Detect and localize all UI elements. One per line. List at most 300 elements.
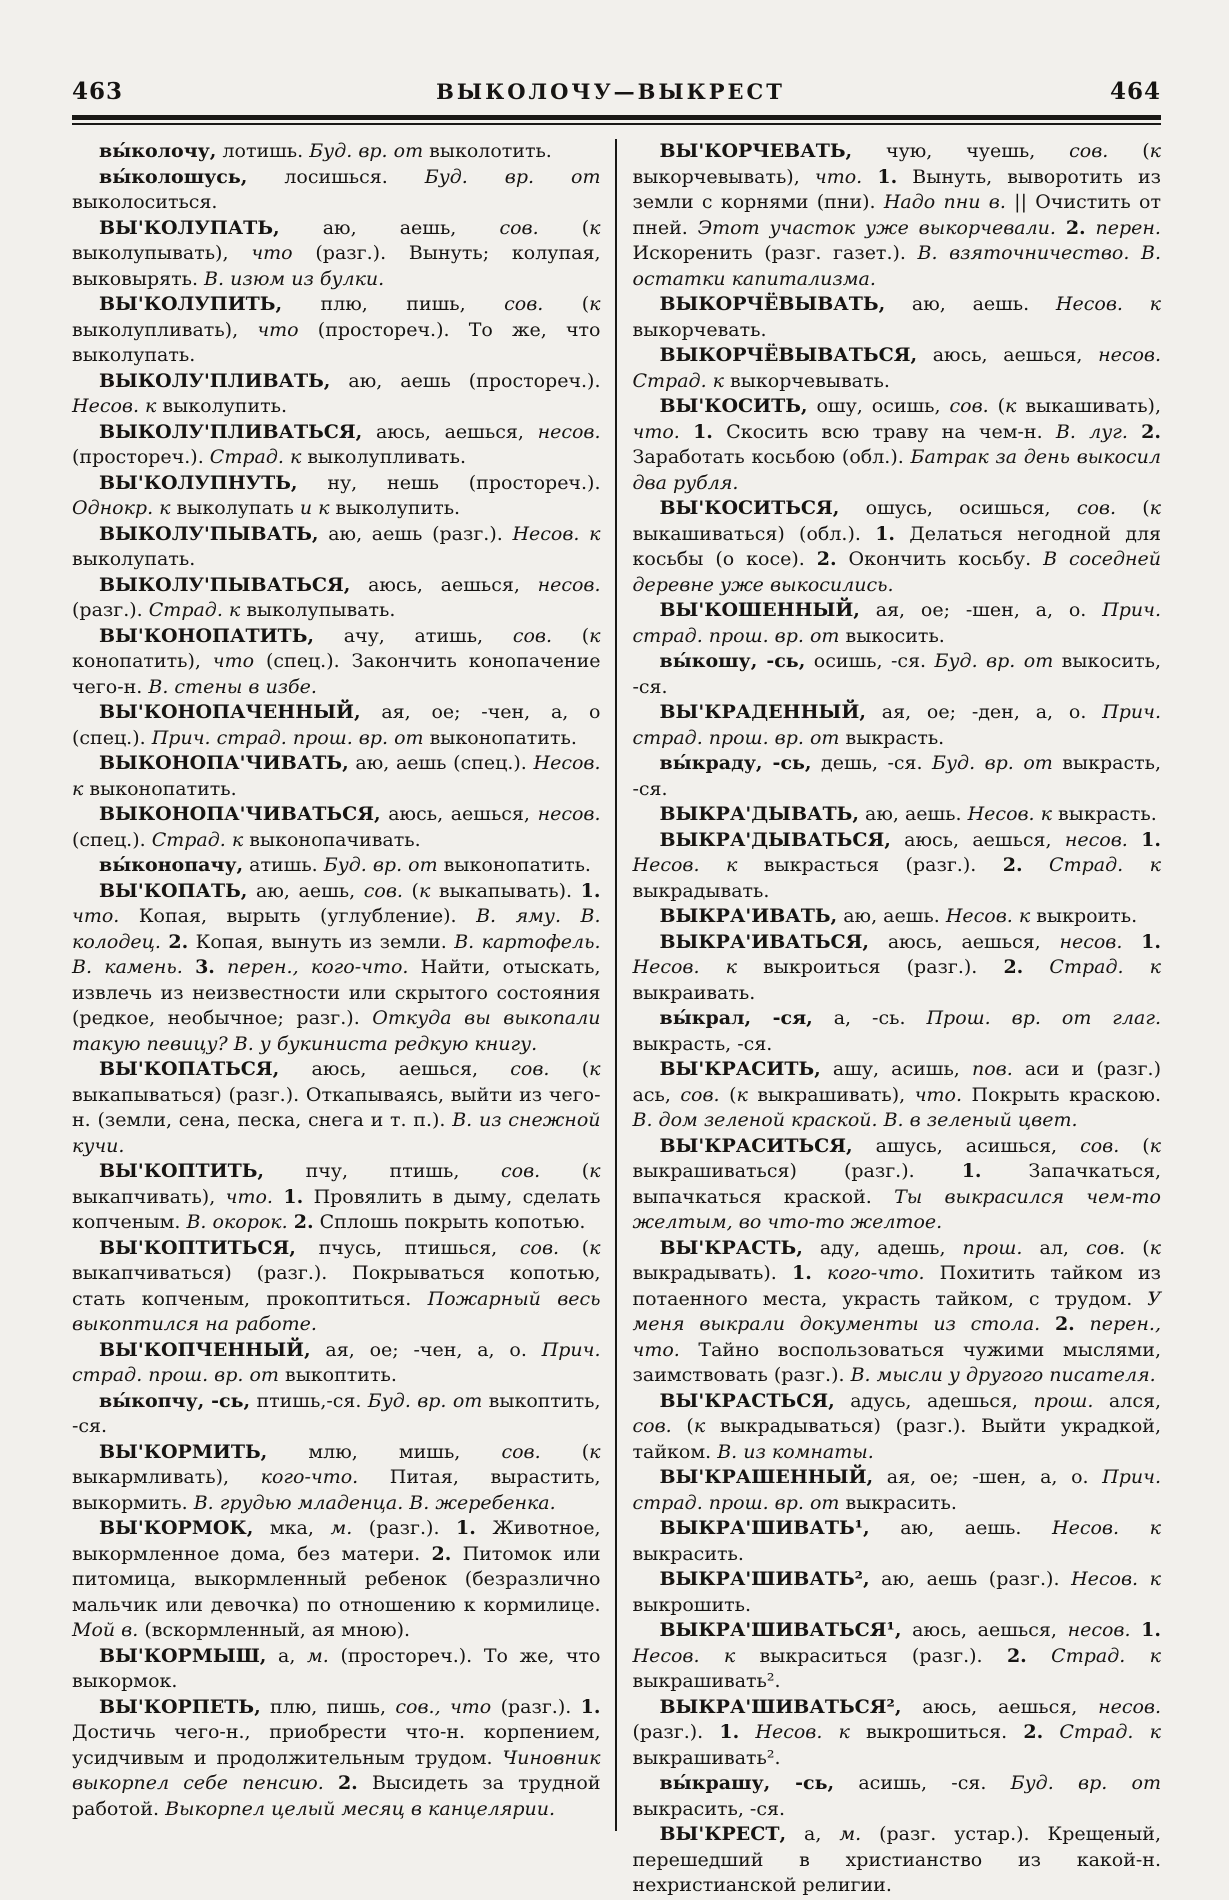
entry-text: выкрасть, -ся.	[632, 752, 1161, 800]
entry-text: Животное, выкормленное дома, без матери.	[72, 1517, 601, 1565]
entry-bold-text: ВЫКОЛУ'ПЫВАТЬ,	[99, 522, 319, 545]
dictionary-entry	[72, 420, 601, 471]
entry-bold-text: ВЫКРА'ШИВАТЬСЯ²,	[659, 1695, 902, 1718]
entry-bold-text: 2.	[816, 548, 837, 570]
entry-text	[1131, 1619, 1142, 1641]
entry-text: (	[1116, 497, 1150, 519]
dictionary-entry	[633, 930, 1162, 1007]
dictionary-entry	[72, 1057, 601, 1159]
entry-text: выкашивать),	[1016, 395, 1162, 417]
entry-italic-text: Несов. к	[72, 752, 601, 800]
entry-text: ошусь, осишься,	[839, 497, 1077, 519]
entry-bold-text: 1.	[1141, 1619, 1161, 1641]
entry-text: (	[559, 1236, 590, 1259]
entry-italic-text: Несов. к	[72, 395, 157, 417]
entry-italic-text: В. мысли у другого писателя.	[850, 1364, 1156, 1386]
dictionary-entry	[72, 751, 601, 802]
entry-italic-text: Несов. к	[1052, 1517, 1161, 1539]
dictionary-entry	[633, 1006, 1162, 1057]
entry-italic-text: сов.	[501, 1440, 541, 1463]
entry-bold-text: 2.	[1141, 420, 1161, 443]
entry-text: выкрасться (разг.).	[737, 854, 1003, 876]
entry-bold-text: 1.	[961, 1160, 982, 1182]
entry-text: ну, нешь (простореч.).	[297, 471, 601, 494]
entry-text: Заработать косьбою (обл.).	[632, 446, 911, 468]
entry-text: (разг.).	[72, 599, 149, 621]
entry-italic-text: перен.	[1095, 216, 1161, 239]
entry-text: Вынуть, выворотить из земли с корнями (пни).	[632, 165, 1161, 213]
entry-italic-text: к	[589, 1160, 601, 1182]
entry-text: выколупать.	[72, 548, 196, 570]
entry-text: аю, аешь,	[247, 879, 364, 902]
entry-italic-text: м.	[307, 1644, 329, 1667]
entry-text: атишь.	[243, 854, 324, 876]
entry-text: лотишь.	[216, 140, 310, 162]
entry-italic-text: Страд. к	[1051, 1644, 1161, 1667]
dictionary-entry	[72, 369, 601, 420]
entry-text: выкармливать),	[72, 1466, 261, 1488]
dictionary-entry	[72, 879, 601, 1058]
entry-text: Найти, отыскать, извлечь из неизвестности или скрытого состояния (редкое, необычное; разг.).	[72, 956, 601, 1029]
entry-italic-text: Выкорпел целый месяц в канцелярии.	[165, 1797, 556, 1820]
dictionary-entry	[633, 1618, 1162, 1695]
entry-italic-text: к	[589, 1440, 601, 1463]
entry-text: выкоптить.	[278, 1364, 397, 1386]
entry-bold-text: ВЫКРА'ШИВАТЬ²,	[659, 1568, 870, 1590]
entry-italic-text: несов.	[1098, 1695, 1161, 1718]
dictionary-entry	[72, 853, 601, 879]
entry-text: плю, пишь,	[282, 293, 505, 315]
entry-italic-text: что.	[72, 905, 120, 927]
entry-bold-text: 1.	[719, 1721, 740, 1743]
entry-text	[1128, 421, 1141, 443]
entry-bold-text: ВЫКОРЧЁВЫВАТЬСЯ,	[659, 344, 918, 366]
entry-italic-text: В. стены в избе.	[148, 675, 317, 698]
entry-text: асишь, -ся.	[834, 1772, 1011, 1794]
entry-text: выкрашивать),	[747, 1083, 915, 1106]
text-columns	[72, 139, 1161, 1899]
entry-text: выконопачивать.	[243, 828, 421, 851]
dictionary-entry	[633, 1134, 1162, 1236]
entry-bold-text: 2.	[337, 1772, 358, 1794]
entry-bold-text: ВЫ'КОНОПАТИТЬ,	[99, 624, 314, 647]
dictionary-entry	[72, 139, 601, 165]
entry-text: выколупить.	[156, 395, 288, 417]
entry-bold-text: ВЫ'КОПТИТЬСЯ,	[99, 1236, 296, 1259]
entry-text: ал,	[1022, 1236, 1086, 1259]
entry-text: Тайно воспользоваться чужими мыслями, заимствовать (разг.).	[632, 1338, 1161, 1386]
entry-italic-text: к	[589, 624, 601, 647]
dictionary-entry	[72, 1389, 601, 1440]
entry-bold-text: 1.	[456, 1517, 476, 1539]
entry-text: (	[540, 1440, 590, 1463]
entry-bold-text: 2.	[1023, 1721, 1044, 1743]
entry-text: Скосить всю траву на чем-н.	[712, 420, 1056, 443]
dictionary-entry	[633, 598, 1162, 649]
entry-text: Питомок или питомица, выкормленный ребенок (безразлично мальчик или девочка) по отношению к кормилице.	[72, 1542, 601, 1616]
entry-bold-text: 1.	[283, 1185, 304, 1208]
entry-italic-text: к	[589, 1236, 601, 1259]
entry-bold-text: 1.	[791, 1262, 812, 1284]
entry-text: выкроить.	[1030, 905, 1138, 927]
entry-italic-text: к	[1149, 1236, 1161, 1259]
entry-italic-text: Буд. вр. от	[309, 140, 424, 162]
entry-bold-text: ВЫ'КОРМОК,	[99, 1517, 254, 1539]
entry-bold-text: ВЫКОЛУ'ПЛИВАТЬ,	[99, 369, 331, 392]
entry-text: аю, аешь.	[837, 905, 946, 927]
dictionary-entry	[72, 1516, 601, 1644]
entry-italic-text: пов.	[971, 1058, 1013, 1080]
dictionary-entry	[633, 394, 1162, 496]
entry-text: выколупить.	[329, 497, 461, 519]
entry-bold-text: 2.	[1054, 1313, 1075, 1335]
entry-bold-text: ВЫ'КРАШЕННЫЙ,	[659, 1466, 874, 1488]
dictionary-entry	[633, 1236, 1162, 1389]
entry-italic-text: к	[693, 1415, 706, 1437]
entry-bold-text: ВЫКРА'ИВАТЬСЯ,	[659, 930, 870, 953]
entry-bold-text: вы́кошу, -сь,	[659, 650, 806, 672]
dictionary-entry	[633, 343, 1162, 394]
entry-text: аюсь, аешься,	[350, 573, 538, 596]
entry-text: адусь, адешься,	[834, 1389, 1034, 1412]
entry-italic-text: сов.	[1080, 1134, 1120, 1157]
dictionary-entry	[633, 802, 1162, 828]
entry-text: выколупливать),	[72, 318, 258, 341]
entry-text: аю, аешь (разг.).	[869, 1568, 1072, 1590]
entry-text: (	[402, 879, 419, 902]
entry-bold-text: ВЫ'КОПАТЬ,	[99, 879, 248, 902]
entry-italic-text: Этот участок уже выкорчевали.	[697, 216, 1056, 239]
dictionary-entry	[633, 904, 1162, 930]
entry-italic-text: что	[212, 650, 255, 672]
entry-bold-text: ВЫ'КОЛУПАТЬ,	[99, 216, 280, 239]
entry-text: ая, ое; -шен, а, о.	[859, 599, 1103, 621]
entry-text	[1023, 854, 1049, 876]
entry-italic-text: несов.	[1067, 1619, 1131, 1641]
entry-bold-text: 2.	[1006, 1644, 1027, 1667]
dictionary-entry	[72, 522, 601, 573]
entry-italic-text: Прич. страд. прош. вр. от	[632, 599, 1161, 647]
entry-italic-text: В. луг.	[1055, 420, 1128, 443]
entry-bold-text: 2.	[1065, 216, 1086, 239]
entry-italic-text: что.	[914, 1083, 963, 1106]
entry-text: (спец.). Закончить конопачение чего-н.	[72, 650, 601, 698]
entry-bold-text: ВЫКРА'ИВАТЬ,	[659, 905, 838, 927]
entry-italic-text: перен., кого-что.	[227, 956, 409, 978]
entry-text: аюсь, аешься,	[279, 1058, 511, 1080]
entry-italic-text: сов.	[510, 1058, 550, 1080]
dictionary-entry	[633, 828, 1162, 905]
entry-italic-text: Откуда вы выкопали такую певицу? В. у букиниста редкую книгу.	[72, 1007, 601, 1055]
entry-italic-text: к	[589, 1058, 601, 1080]
entry-text	[1027, 1645, 1051, 1667]
entry-text: (	[719, 1083, 737, 1106]
left-page-number: 463	[72, 78, 124, 105]
entry-text	[1043, 1721, 1059, 1743]
entry-text: Копая, вынуть из земли.	[188, 930, 455, 953]
entry-italic-text: Буд. вр. от	[323, 854, 438, 876]
entry-bold-text: вы́крашу, -сь,	[659, 1772, 835, 1794]
entry-text	[324, 1772, 338, 1794]
entry-italic-text: Страд. к	[209, 446, 302, 468]
entry-italic-text: к	[589, 216, 601, 239]
entry-bold-text: ВЫ'КОЛУПИТЬ,	[99, 293, 283, 315]
entry-text: выкрошиться.	[849, 1721, 1024, 1743]
entry-italic-text: Батрак за день выкосил два рубля.	[632, 446, 1161, 494]
entry-text: Копая, вырыть (углубление).	[119, 905, 477, 927]
entry-text: (разг.).	[491, 1695, 581, 1718]
entry-text: выкраивать.	[632, 981, 756, 1004]
dictionary-entry	[633, 1695, 1162, 1772]
entry-text: Делаться негодной для косьбы (о косе).	[632, 522, 1161, 570]
right-page-number: 464	[1109, 78, 1161, 105]
entry-italic-text: Страд. к	[148, 599, 241, 621]
entry-text: выкапчивать),	[72, 1185, 226, 1208]
entry-bold-text: ВЫ'КОНОПАЧЕННЫЙ,	[99, 701, 361, 723]
entry-text: (разг.). Вынуть; колупая, выковырять.	[72, 242, 601, 290]
entry-text: выкрадываться) (разг.). Выйти украдкой, тайком.	[632, 1415, 1161, 1463]
entry-italic-text: к	[1005, 395, 1017, 417]
entry-text: (простореч.). То же, что выкормок.	[72, 1644, 601, 1692]
entry-italic-text: Буд. вр. от	[1010, 1772, 1161, 1794]
entry-bold-text: 3.	[195, 956, 215, 978]
entry-text: ачу, атишь,	[313, 624, 513, 647]
entry-italic-text: Буд. вр. от	[424, 165, 601, 188]
entry-italic-text: сов.	[1076, 497, 1116, 519]
entry-bold-text: ВЫ'КОРПЕТЬ,	[99, 1695, 261, 1718]
dictionary-entry	[72, 624, 601, 701]
entry-text: Высидеть за трудной работой.	[72, 1772, 601, 1820]
entry-text	[1122, 931, 1141, 953]
entry-text: аюсь, аешься,	[901, 1695, 1099, 1718]
entry-text	[215, 956, 227, 978]
entry-text: выкашиваться) (обл.).	[632, 522, 876, 545]
entry-text: птишь,-ся.	[250, 1389, 368, 1412]
entry-italic-text: Чиновник выкорпел себе пенсию.	[72, 1746, 601, 1794]
entry-text	[273, 1186, 283, 1208]
entry-bold-text: ВЫ'КОЛУПНУТЬ,	[99, 471, 298, 494]
entry-text: осишь, -ся.	[805, 650, 935, 672]
entry-italic-text: В. взяточничество. В. остатки капитализма.	[632, 242, 1161, 290]
entry-text: выкапываться) (разг.). Откапываясь, выйти из чего-н. (земли, сена, песка, снега и т. п.).	[72, 1083, 601, 1131]
entry-italic-text: сов.	[1085, 1236, 1126, 1259]
entry-text: выколупать	[170, 497, 300, 519]
entry-bold-text: 2.	[1003, 956, 1024, 978]
entry-bold-text: вы́колочу,	[99, 140, 217, 162]
entry-text: выколупливать.	[301, 446, 467, 468]
entry-text: выкрасить, -ся.	[632, 1797, 786, 1820]
dictionary-entry	[633, 751, 1162, 802]
dictionary-entry	[72, 573, 601, 624]
entry-bold-text: ВЫКОНОПА'ЧИВАТЬСЯ,	[99, 803, 381, 825]
entry-italic-text: кого-что.	[260, 1466, 359, 1488]
entry-text: ая, ое; -шен, а, о.	[873, 1466, 1103, 1488]
entry-italic-text: Надо пни в.	[883, 191, 1006, 213]
entry-bold-text: ВЫ'КРАСТЬ,	[659, 1236, 803, 1259]
dictionary-entry	[72, 165, 601, 216]
entry-text: выкрошить.	[632, 1593, 752, 1616]
entry-bold-text: 1.	[580, 1695, 601, 1718]
entry-text: выкорчевать.	[632, 318, 767, 341]
entry-text: выкорчевывать),	[632, 165, 815, 188]
entry-bold-text: ВЫ'КОРЧЕВАТЬ,	[659, 140, 853, 162]
entry-bold-text: ВЫКОНОПА'ЧИВАТЬ,	[99, 752, 349, 774]
entry-bold-text: ВЫ'КОПТИТЬ,	[99, 1160, 265, 1182]
entry-italic-text: Ты выкрасился чем-то желтым, во что-то желтое.	[632, 1185, 1161, 1233]
entry-italic-text: что.	[814, 165, 863, 188]
entry-text: аюсь, аешься,	[362, 420, 538, 443]
entry-italic-text: Прош. вр. от глаг.	[926, 1007, 1161, 1029]
entry-italic-text: к	[1149, 497, 1161, 519]
entry-bold-text: ВЫКОЛУ'ПЛИВАТЬСЯ,	[99, 420, 363, 443]
entry-text: ался,	[1093, 1389, 1161, 1412]
entry-text: выкрашивать².	[632, 1746, 781, 1769]
entry-text: ая, ое; -чен, а, о.	[310, 1338, 542, 1361]
entry-text: аю, аешь (спец.).	[348, 752, 534, 774]
entry-text: аю, аешь (разг.).	[318, 522, 513, 545]
entry-text: аю, аешь.	[858, 803, 968, 825]
entry-text: (разг.).	[352, 1517, 457, 1539]
entry-italic-text: В. из снежной кучи.	[72, 1109, 601, 1157]
entry-text: выкапчиваться) (разг.). Покрываться копотью, стать копченым, прокоптиться.	[72, 1262, 601, 1310]
entry-italic-text: Несов. к	[967, 803, 1052, 825]
entry-text	[1040, 1313, 1055, 1335]
dictionary-entry	[633, 1465, 1162, 1516]
entry-italic-text: перен., что.	[632, 1313, 1162, 1361]
dictionary-entry	[72, 1236, 601, 1338]
dictionary-entry	[633, 700, 1162, 751]
entry-text: выкрасть.	[1052, 803, 1157, 825]
entry-italic-text: У меня выкрали документы из стола.	[632, 1287, 1161, 1335]
entry-text: (	[552, 624, 590, 647]
entry-text: аюсь, аешься,	[869, 930, 1060, 953]
dictionary-entry	[72, 1440, 601, 1517]
entry-text: Искоренить (разг. газет.).	[632, 242, 918, 264]
entry-bold-text: ВЫ'КРАСИТЬСЯ,	[659, 1134, 853, 1157]
entry-text: (вскормленный, ая мною).	[138, 1619, 411, 1641]
entry-italic-text: что	[251, 242, 293, 264]
entry-bold-text: ВЫ'КРЕСТ,	[659, 1823, 787, 1845]
entry-bold-text: 1.	[580, 879, 601, 902]
entry-italic-text: Страд. к	[1049, 956, 1161, 978]
entry-text: аю, аешь.	[885, 293, 1056, 315]
entry-bold-text: вы́краду, -сь,	[659, 752, 812, 774]
entry-italic-text: сов.	[632, 1415, 672, 1437]
entry-bold-text: 1.	[877, 165, 898, 188]
dictionary-entry	[72, 1338, 601, 1389]
dictionary-entry	[72, 1644, 601, 1695]
entry-italic-text: В. окорок.	[186, 1211, 288, 1233]
entry-italic-text: к	[418, 879, 431, 902]
entry-text: (разг.).	[632, 1721, 720, 1743]
entry-text	[183, 956, 195, 978]
entry-italic-text: сов.	[949, 395, 989, 417]
entry-text: выкрадывать.	[632, 879, 770, 902]
entry-text: аюсь, аешься,	[917, 344, 1099, 366]
entry-text: выкрашивать².	[632, 1670, 781, 1692]
entry-italic-text: несов.	[1064, 828, 1128, 851]
right-column	[617, 139, 1162, 1899]
running-head: ВЫКОЛОЧУ—ВЫКРЕСТ	[436, 79, 785, 104]
entry-bold-text: ВЫ'КРАСТЬСЯ,	[659, 1389, 835, 1412]
entry-text: аюсь, аешься,	[890, 828, 1065, 851]
entry-italic-text: сов.	[499, 216, 539, 239]
entry-bold-text: 2.	[1002, 854, 1023, 876]
entry-italic-text: В соседней деревне уже выкосились.	[632, 548, 1162, 596]
dictionary-entry	[633, 1771, 1162, 1822]
entry-text	[1023, 956, 1049, 978]
header-rule	[72, 115, 1161, 125]
entry-text: аси и (разг.) ась,	[632, 1058, 1161, 1106]
entry-italic-text: Несов. к	[512, 522, 601, 545]
dictionary-entry	[633, 1057, 1162, 1134]
entry-italic-text: Страд. к	[1059, 1721, 1161, 1743]
entry-text: выкрасть, -ся.	[632, 1032, 773, 1055]
left-column	[72, 139, 615, 1899]
entry-text: выкосить, -ся.	[632, 650, 1161, 698]
entry-bold-text: 2.	[431, 1542, 452, 1565]
entry-bold-text: ВЫКРА'ШИВАТЬ¹,	[659, 1517, 870, 1539]
entry-italic-text: Пожарный весь выкоптился на работе.	[72, 1287, 601, 1335]
entry-italic-text: кого-что.	[826, 1262, 925, 1284]
entry-text: аду, адешь,	[802, 1236, 963, 1259]
entry-italic-text: сов.	[512, 624, 552, 647]
entry-text: выкапывать).	[430, 879, 581, 902]
dictionary-entry	[633, 1389, 1162, 1466]
entry-text: конопатить),	[72, 650, 213, 672]
entry-text: дешь, -ся.	[811, 752, 933, 774]
entry-text: мка,	[253, 1517, 331, 1539]
entry-bold-text: 1.	[1141, 828, 1161, 851]
entry-text: ая, ое; -ден, а, о.	[865, 701, 1103, 723]
entry-italic-text: Несов. к	[1071, 1568, 1161, 1590]
entry-text: выкрасить.	[632, 1542, 744, 1565]
entry-bold-text: ВЫКОЛУ'ПЫВАТЬСЯ,	[99, 573, 351, 596]
entry-text	[862, 166, 877, 188]
entry-italic-text: В. дом зеленой краской. В. в зеленый цвет.	[632, 1109, 1078, 1131]
dictionary-entry	[72, 471, 601, 522]
entry-text: Провялить в дыму, сделать копченым.	[72, 1185, 601, 1233]
entry-bold-text: вы́конопачу,	[99, 854, 244, 876]
entry-italic-text: Несов. к	[755, 1721, 850, 1743]
dictionary-entry	[633, 139, 1162, 292]
dictionary-entry	[633, 649, 1162, 700]
dictionary-entry	[633, 1567, 1162, 1618]
entry-text: выкрасть.	[839, 726, 945, 749]
entry-text: выколупывать),	[72, 242, 252, 264]
dictionary-entry	[72, 700, 601, 751]
entry-italic-text: Прич. страд. прош. вр. от	[151, 726, 424, 749]
entry-bold-text: ВЫ'КОСИТЬ,	[659, 395, 808, 417]
entry-italic-text: прош.	[1033, 1389, 1094, 1412]
entry-text: (	[1108, 140, 1150, 162]
entry-text: выкроиться (разг.).	[736, 956, 1004, 978]
entry-italic-text: сов.	[501, 1160, 541, 1182]
entry-text: млю, мишь,	[267, 1440, 502, 1463]
entry-text: (	[549, 1058, 590, 1080]
dictionary-entry	[72, 1159, 601, 1236]
entry-text: выкорчевывать.	[724, 369, 890, 392]
page-header	[72, 78, 1161, 105]
entry-text: аю, аешь.	[869, 1517, 1053, 1539]
entry-bold-text: 2.	[293, 1211, 314, 1233]
entry-italic-text: сов.	[363, 879, 403, 902]
entry-bold-text: вы́крал, -ся,	[659, 1007, 813, 1029]
entry-text	[739, 1721, 755, 1743]
entry-bold-text: ВЫ'КРАДЕННЫЙ,	[659, 701, 866, 723]
entry-italic-text: что	[257, 318, 299, 341]
entry-text: ашу, асишь,	[820, 1058, 972, 1080]
